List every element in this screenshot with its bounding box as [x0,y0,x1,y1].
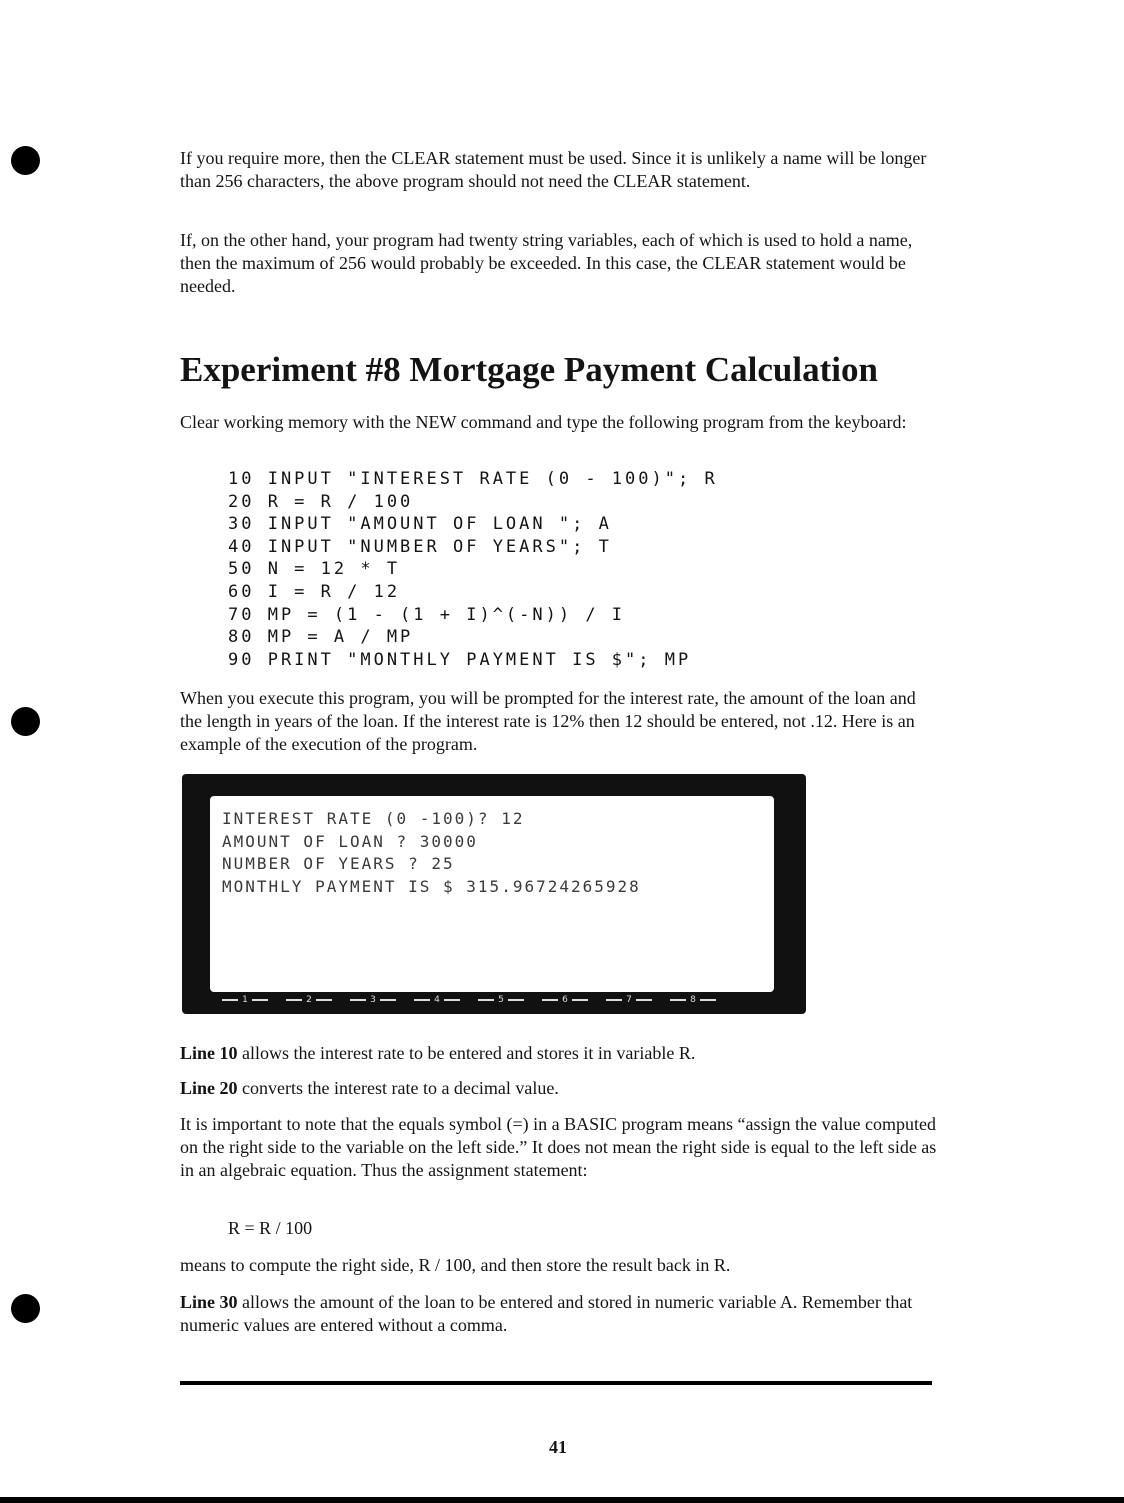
screen-output [210,796,774,992]
code-line: 70 MP = (1 - (1 + I)^(-N)) / I [228,604,626,625]
code-line: 10 INPUT "INTEREST RATE (0 - 100)"; R [228,469,718,489]
program-listing [228,468,718,671]
screen-line: NUMBER OF YEARS ? 25 [222,854,455,873]
function-key-label: 6 [542,994,588,1006]
code-line: 60 I = R / 12 [228,581,401,602]
screen-line: MONTHLY PAYMENT IS $ 315.96724265928 [222,876,641,896]
code-line: 90 PRINT "MONTHLY PAYMENT IS $"; MP [228,649,692,670]
scan-edge-bar [0,1497,1124,1503]
line-description: allows the amount of the loan to be entered and stored in numeric variable A. Remember that numeric values are entered without a comma. [180,1292,913,1335]
line-label: Line 30 [180,1292,238,1312]
binder-hole-top [11,146,40,175]
paragraph-compute: means to compute the right side, R / 100, and then store the result back in R. [180,1255,731,1275]
paragraph-execution: When you execute this program, you will be prompted for the interest rate, the amount of the loan and the length in years of the loan. If the interest rate is 12% then 12 should be entered, not .12. Here is an example of the execution of the program. [180,688,916,754]
paragraph-line-10 [180,1042,940,1065]
code-line: 50 N = 12 * T [228,559,401,580]
binder-hole-bottom [11,1294,40,1323]
line-description: converts the interest rate to a decimal value. [237,1078,559,1098]
paragraph-clear-intro: If you require more, then the CLEAR statement must be used. Since it is unlikely a name will be longer than 256 characters, the above program should not need the CLEAR statement. [180,148,927,191]
function-key-label: 2 [286,994,332,1006]
paragraph-equals-note: It is important to note that the equals symbol (=) in a BASIC program means “assign the value computed on the right side to the variable on the left side.” It does not mean the right side is equal to the left side as in an algebraic equation. Thus the assignment statement: [180,1114,937,1180]
function-key-label: 7 [606,994,652,1006]
function-key-label: 3 [350,994,396,1006]
code-line: 40 INPUT "NUMBER OF YEARS"; T [228,536,612,557]
paragraph-instructions: Clear working memory with the NEW command and type the following program from the keyboard: [180,412,907,432]
function-key-label: 5 [478,994,524,1006]
line-label: Line 10 [180,1043,238,1063]
function-key-label: 8 [670,994,716,1006]
paragraph-line-30 [180,1291,940,1337]
line-description: allows the interest rate to be entered and stores it in variable R. [237,1043,696,1063]
screen-line: AMOUNT OF LOAN ? 30000 [222,831,478,851]
page-number: 41 [549,1437,567,1457]
computer-screen-display [182,774,806,1014]
footer-rule [180,1381,932,1385]
screen-text [222,808,641,898]
paragraph-line-20 [180,1077,940,1100]
binder-hole-middle [11,707,40,736]
function-key-label: 4 [414,994,460,1006]
code-line: 30 INPUT "AMOUNT OF LOAN "; A [228,514,612,535]
function-key-label: 1 [222,994,268,1006]
paragraph-clear-needed: If, on the other hand, your program had twenty string variables, each of which is used to hold a name, then the maximum of 256 would probably be exceeded. In this case, the CLEAR statement would be needed. [180,230,913,296]
code-line: 80 MP = A / MP [228,627,414,648]
assignment-equation: R = R / 100 [228,1218,313,1238]
code-line: 20 R = R / 100 [228,491,414,512]
experiment-heading: Experiment #8 Mortgage Payment Calculation [180,350,878,389]
function-key-labels [222,994,716,1008]
screen-line: INTEREST RATE (0 -100)? 12 [222,809,525,828]
line-label: Line 20 [180,1078,238,1098]
